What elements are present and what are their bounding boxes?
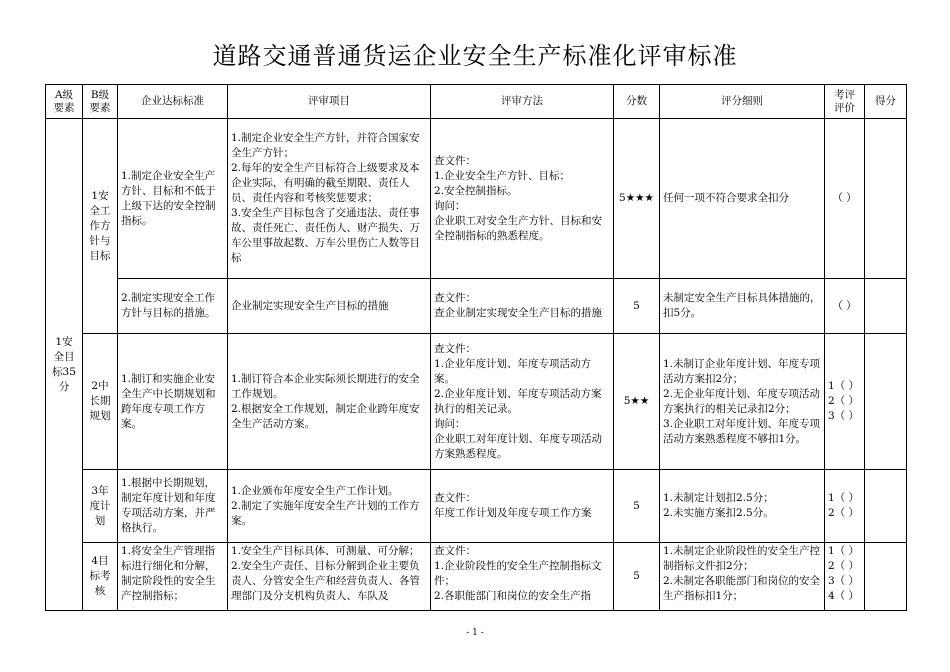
b-element-cell: 1安 全工 作方 针与 目标	[83, 119, 118, 334]
score-cell[interactable]	[865, 470, 907, 543]
eval-cell: 1（ ） 2（ ） 3（ ）	[825, 334, 865, 470]
table-row	[46, 119, 907, 279]
item-cell: 1.安全生产目标具体、可测量、可分解； 2.安全生产责任、目标分解到企业主要负责人、分管安全生产和经营负责人、各管理部门及分支机构负责人、车队及	[228, 543, 431, 611]
detail-cell: 未制定安全生产目标具体措施的，扣5分。	[660, 279, 825, 334]
header-detail: 评分细则	[660, 85, 825, 119]
table-row	[46, 279, 907, 334]
header-score: 得分	[865, 85, 907, 119]
header-standard: 企业达标标准	[118, 85, 228, 119]
page-number: - 1 -	[466, 628, 484, 638]
points-cell: 5	[614, 279, 660, 334]
item-cell: 1.制订符合本企业实际须长期进行的安全工作规划。 2.根据安全工作规划，制定企业跨年度安全生产活动方案。	[228, 334, 431, 470]
eval-cell: 1（ ） 2（ ） 3（ ） 4（ ）	[825, 543, 865, 611]
review-standard-table	[45, 84, 907, 611]
points-cell: 5	[614, 470, 660, 543]
score-cell[interactable]	[865, 543, 907, 611]
header-item: 评审项目	[228, 85, 431, 119]
eval-cell: 1（ ） 2（ ）	[825, 470, 865, 543]
item-cell: 1.企业颁布年度安全生产工作计划。 2.制定了实施年度安全生产计划的工作方案。	[228, 470, 431, 543]
standard-cell: 1.制定企业安全生产方针、目标和不低于上级下达的安全控制指标。	[118, 119, 228, 279]
b-element-cell: 4目 标考 核	[83, 543, 118, 611]
document-title: 道路交通普通货运企业安全生产标准化评审标准	[212, 42, 738, 70]
header-row	[46, 85, 907, 119]
a-element-cell: 1安 全目 标35 分	[46, 119, 83, 611]
item-cell: 企业制定实现安全生产目标的措施	[228, 279, 431, 334]
standard-cell: 1.根据中长期规划，制定年度计划和年度专项活动方案，并严格执行。	[118, 470, 228, 543]
method-cell: 查文件： 1.企业安全生产方针、目标； 2.安全控制指标。 询问： 企业职工对安全生产方针、目标和安全控制指标的熟悉程度。	[431, 119, 614, 279]
standard-cell: 1.制订和实施企业安全生产中长期规划和跨年度专项工作方案。	[118, 334, 228, 470]
detail-cell: 任何一项不符合要求全扣分	[660, 119, 825, 279]
item-cell: 1.制定企业安全生产方针，并符合国家安全生产方针； 2.每年的安全生产目标符合上级要求及本企业实际，有明确的截至期限、责任人员、责任内容和考核奖惩要求； 3.安全生产目标包含了交通违法、责任事故、责任死亡、责任伤人、财产损失、万车公里事故起数、万车公里伤亡人数等目标	[228, 119, 431, 279]
method-cell: 查文件： 查企业制定实现安全生产目标的措施	[431, 279, 614, 334]
header-b-level: B级 要素	[83, 85, 118, 119]
header-eval: 考评 评价	[825, 85, 865, 119]
score-cell[interactable]	[865, 119, 907, 279]
b-element-cell: 2中 长期 规划	[83, 334, 118, 470]
standard-cell: 2.制定实现安全工作方针与目标的措施。	[118, 279, 228, 334]
table-row	[46, 543, 907, 611]
header-points: 分数	[614, 85, 660, 119]
score-cell[interactable]	[865, 279, 907, 334]
method-cell: 查文件： 1.企业年度计划、年度专项活动方案。 2.企业年度计划、年度专项活动方案执行的相关记录。 询问： 企业职工对年度计划、年度专项活动方案熟悉程度。	[431, 334, 614, 470]
header-a-level: A级 要素	[46, 85, 83, 119]
points-cell: 5	[614, 543, 660, 611]
table-row	[46, 470, 907, 543]
points-cell: 5★★★	[614, 119, 660, 279]
eval-cell: （ ）	[825, 279, 865, 334]
standard-cell: 1.将安全生产管理指标进行细化和分解，制定阶段性的安全生产控制指标；	[118, 543, 228, 611]
table-row	[46, 334, 907, 470]
b-element-cell: 3年 度计 划	[83, 470, 118, 543]
detail-cell: 1.未制定企业阶段性的安全生产控制指标文件扣2分； 2.未制定各职能部门和岗位的安全生产指标扣1分；	[660, 543, 825, 611]
detail-cell: 1.未制订企业年度计划、年度专项活动方案扣2分； 2.无企业年度计划、年度专项活动方案执行的相关记录扣2分； 3.企业职工对年度计划、年度专项活动方案熟悉程度不够扣1分。	[660, 334, 825, 470]
header-method: 评审方法	[431, 85, 614, 119]
score-cell[interactable]	[865, 334, 907, 470]
method-cell: 查文件： 1.企业阶段性的安全生产控制指标文件； 2.各职能部门和岗位的安全生产指	[431, 543, 614, 611]
method-cell: 查文件： 年度工作计划及年度专项工作方案	[431, 470, 614, 543]
points-cell: 5★★	[614, 334, 660, 470]
detail-cell: 1.未制定计划扣2.5分； 2.未实施方案扣2.5分。	[660, 470, 825, 543]
eval-cell: （ ）	[825, 119, 865, 279]
